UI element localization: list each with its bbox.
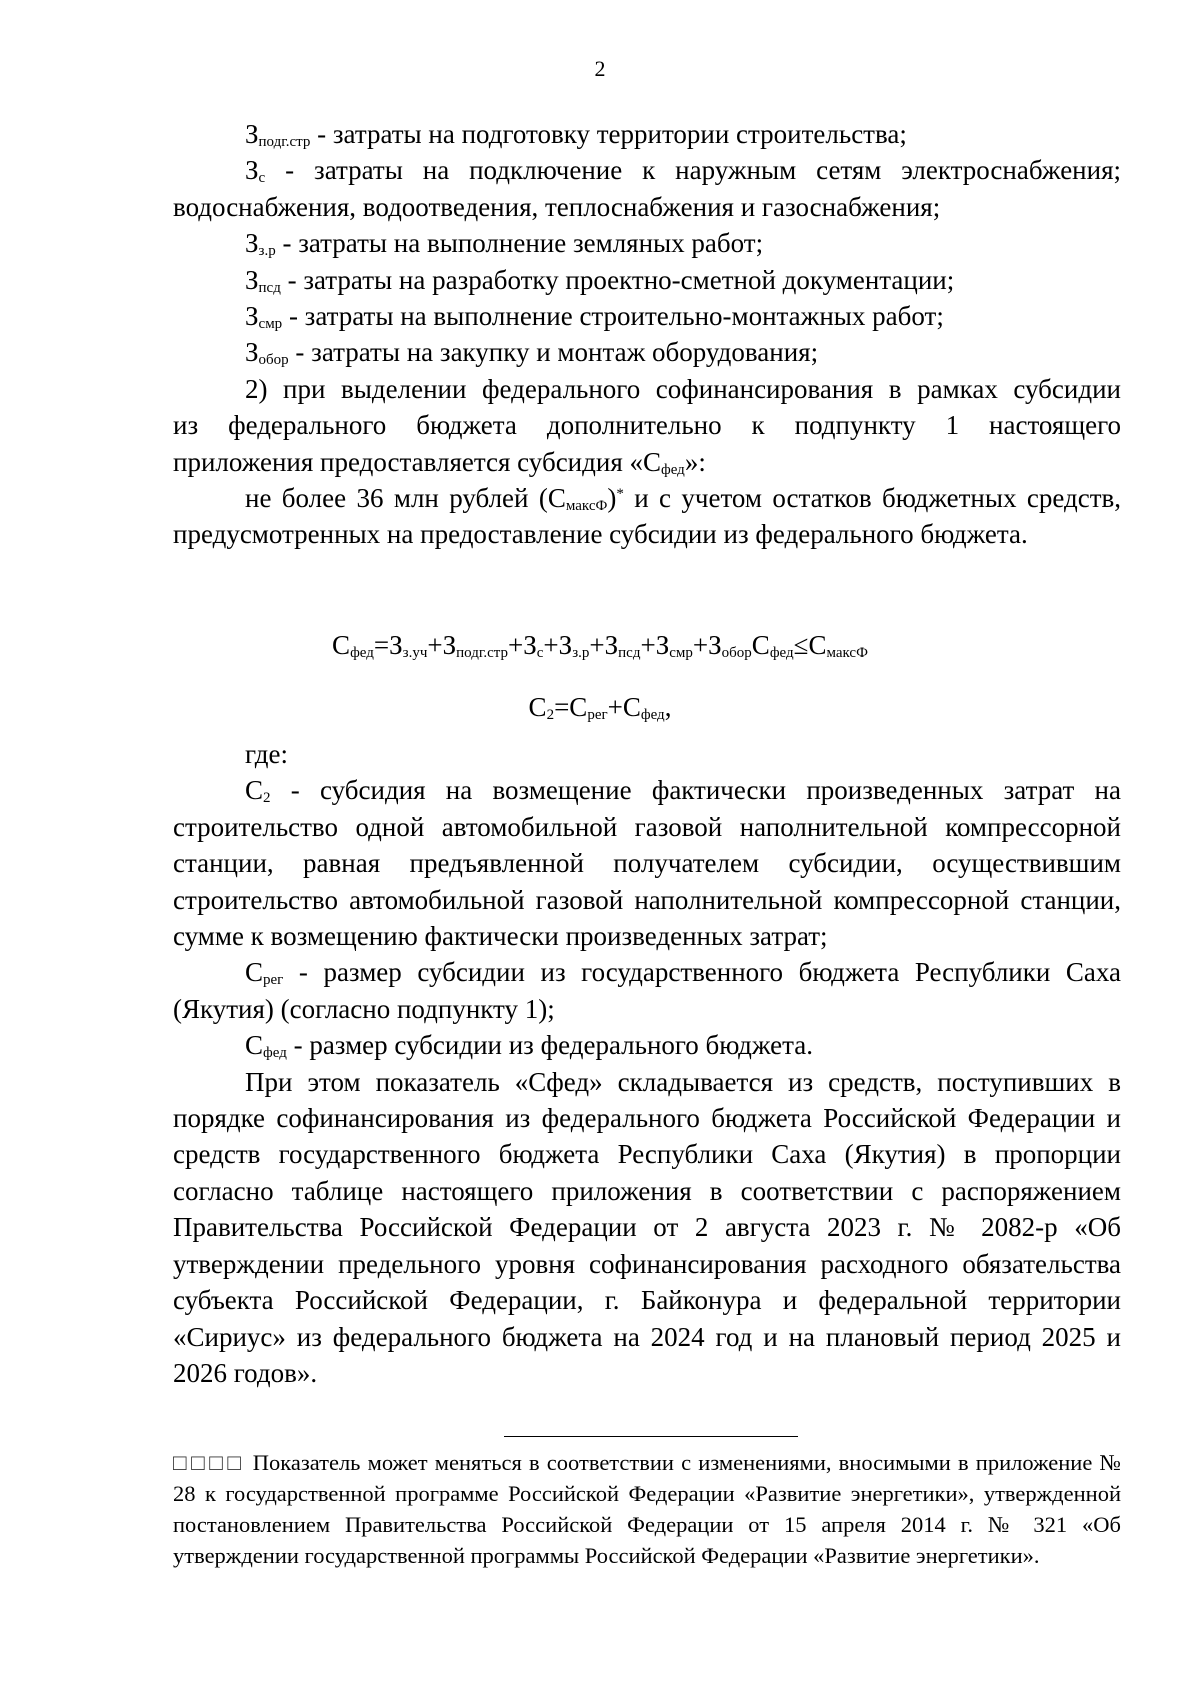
formula-c-fed: $С_{фед}=З_{з.уч}+З_{подг.стр}+З_с+З_{з.р}+З_{псд}+З_{смр}+З_{обор}С_{фед}\le С_{максФ}$ <box>332 630 868 661</box>
formula-c2: $С_2=С_{рег}+С_{фед}$, <box>528 692 672 723</box>
footnote-marker: □□□□ <box>173 1450 246 1475</box>
page-number: 2 <box>594 56 606 81</box>
footnote <box>173 1447 1121 1571</box>
definition-c-fed: $С_{фед}$ - размер субсидии из федерального бюджета. <box>245 1030 813 1062</box>
definition-c-reg: $С_{рег}$ - размер субсидии из государственного бюджета Республики Саха (Якутия) (согласно подпункту 1); <box>173 957 1121 1024</box>
max-subsidy-paragraph: не более 36 млн рублей $(С_{максФ})^*$ и с учетом остатков бюджетных средств, предусмотренных на предоставление субсидии из федерального бюджета. <box>173 483 1121 550</box>
document-body-bottom <box>173 736 1121 1391</box>
cost-item: $З_{з.р}$ - затраты на выполнение земляных работ; <box>245 228 764 260</box>
cost-item: $З_{подг.стр}$ - затраты на подготовку территории строительства; <box>245 119 907 150</box>
definition-c2: $С_2$ - субсидия на возмещение фактически произведенных затрат на строительство одной автомобильной газовой наполнительной компрессорной станции, равная предъявленной получателем субсидии, осуществившим строительство автомобильной газовой наполнительной компрессорной станции, сумме к возмещению фактически произведенных затрат; <box>173 775 1121 952</box>
footnote-separator <box>504 1436 798 1437</box>
cost-item: $З_{обор}$ - затраты на закупку и монтаж оборудования; <box>245 337 819 369</box>
where-label: где: <box>245 739 288 769</box>
footnote-text: Показатель может меняться в соответствии с изменениями, вносимыми в приложение № 28 к государственной программе Российской Федерации «Развитие энергетики», утвержденной постановлением Правительства Российской Федерации от 15 апреля 2014 г. № 321 «Об утверждении государственной программы Российской Федерации «Развитие энергетики». <box>173 1450 1121 1568</box>
document-body-top <box>173 116 1121 553</box>
cost-item: $З_{псд}$ - затраты на разработку проектно-сметной документации; <box>245 264 955 296</box>
federal-cofinancing-paragraph: 2) при выделении федерального софинансирования в рамках субсидии из федерального бюджета дополнительно к подпункту 1 настоящего приложения предоставляется субсидия «$С_{фед}$»: <box>173 373 1121 478</box>
final-paragraph: При этом показатель «Сфед» складывается из средств, поступивших в порядке софинансирования из федерального бюджета Российской Федерации и средств государственного бюджета Республики Саха (Якутия) в пропорции согласно таблице настоящего приложения в соответствии с распоряжением Правительства Российской Федерации от 2 августа 2023 г. № 2082-р «Об утверждении предельного уровня софинансирования расходного обязательства субъекта Российской Федерации, г. Байконура и федеральной территории «Сириус» из федерального бюджета на 2024 год и на плановый период 2025 и 2026 годов». <box>173 1066 1121 1388</box>
cost-item: $З_с$ - затраты на подключение к наружным сетям электроснабжения; водоснабжения, водоотведения, теплоснабжения и газоснабжения; <box>173 155 1121 222</box>
cost-item: $З_{смр}$ - затраты на выполнение строительно-монтажных работ; <box>245 301 944 333</box>
